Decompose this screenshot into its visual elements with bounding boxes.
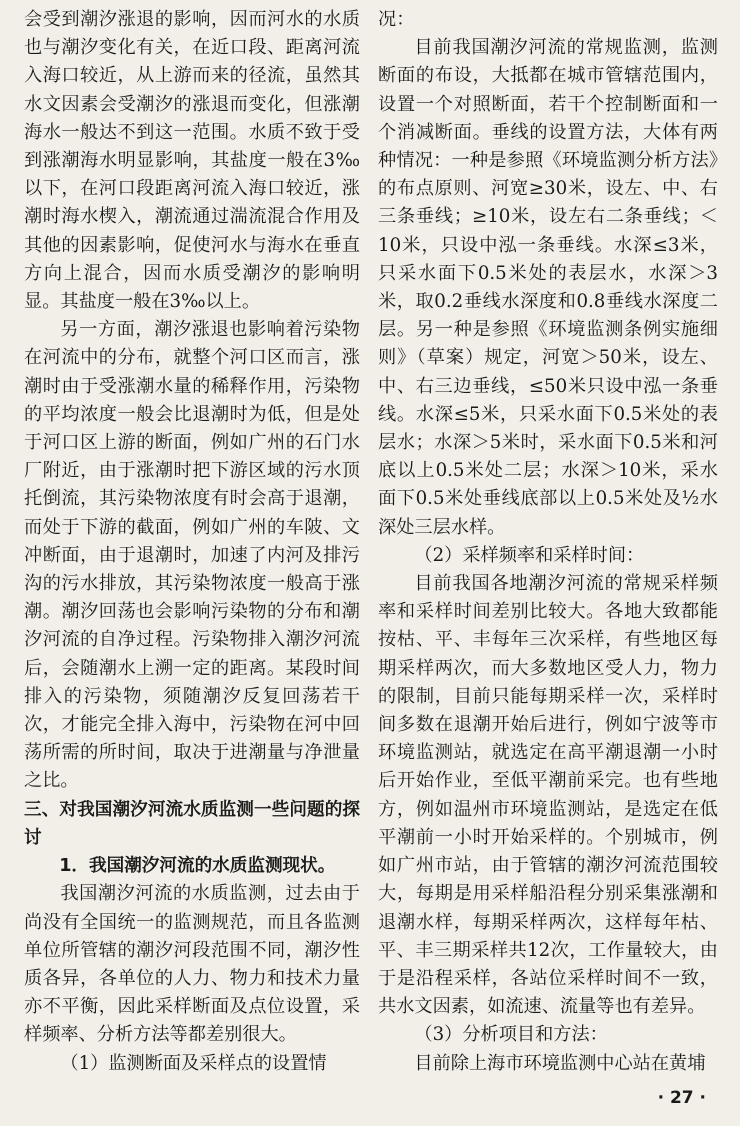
section-heading: 三、对我国潮汐河流水质监测一些问题的探讨 [24, 799, 360, 848]
paragraph-continuation: 况： [378, 9, 415, 30]
paragraph-sampling-frequency: 目前我国各地潮汐河流的常规采样频率和采样时间差别比较大。各地大致都能按枯、平、丰每年三次采样，有些地区每期采样两次，而大多数地区受人力，物力的限制，目前只能每期采样一次，采样时间多数在退潮开始后进行，例如宁波等市环境监测站，就选定在高平潮退潮一小时后开始作业，至低平潮前采完。也有些地方，例如温州市环境监测站，是选定在低平潮前一小时开始采样的。个别城市，例如广州市站，由于管辖的潮汐河流范围较大，每期是用采样船沿程分别采集涨潮和退潮水样，每期采样两次，这样每年枯、平、丰三期采样共12次，工作量较大，由于是沿程采样，各站位采样时间不一致，共水文因素，如流速、流量等也有差异。 [378, 573, 718, 1018]
page-number: · 27 · [657, 1088, 706, 1108]
paragraph-sampling-sections: 目前我国潮汐河流的常规监测，监测断面的布设，大抵都在城市管辖范围内，设置一个对照断面，若干个控制断面和一个消减断面。垂线的设置方法，大体有两种情况：一种是参照《环境监测分析方法》的布点原则、河宽≥30米，设左、中、右三条垂线；≥10米，设左右二条垂线；＜10米，只设中泓一条垂线。水深≤3米，只采水面下0.5米处的表层水，水深＞3米，取0.2垂线水深度和0.8垂线水深度二层。另一种是参照《环境监测条例实施细则》（草案）规定，河宽＞50米，设左、中、右三边垂线，≤50米只设中泓一条垂线。水深≤5米，只采水面下0.5米处的表层水；水深＞5米时，采水面下0.5米和河底以上0.5米处二层；水深＞10米，采水面下0.5米处垂线底部以上0.5米处及½水深处三层水样。 [378, 37, 718, 538]
subsection-heading-status: 1．我国潮汐河流的水质监测现状。 [59, 856, 336, 877]
paragraph-monitoring-status: 我国潮汐河流的水质监测，过去由于尚没有全国统一的监测规范，而且各监测单位所管辖的潮汐河段范围不同，潮汐性质各异，各单位的人力、物力和技术力量亦不平衡，因此采样断面及点位设置，采样频率、分析方法等都差别很大。 [24, 883, 360, 1046]
paragraph-pollutant-distribution: 另一方面，潮汐涨退也影响着污染物在河流中的分布，就整个河口区而言，涨潮时由于受涨潮水量的稀释作用，污染物的平均浓度一般会比退潮时为低，但是处于河口区上游的断面，例如广州的石门水厂附近，由于涨潮时把下游区域的污水顶托倒流，其污染物浓度有时会高于退潮，而处于下游的截面，例如广州的车陂、文冲断面，由于退潮时，加速了内河及排污沟的污水排放，其污染物浓度一般高于涨潮。潮汐回荡也会影响污染物的分布和潮汐河流的自净过程。污染物排入潮汐河流后，会随潮水上溯一定的距离。某段时间排入的污染物，须随潮汐反复回荡若干次，才能完全排入海中，污染物在河中回荡所需的所时间，取决于进潮量与净泄量之比。 [24, 319, 360, 792]
subheading-sampling-sites: （1）监测断面及采样点的设置情 [60, 1052, 327, 1074]
subheading-sampling-frequency: （2）采样频率和采样时间： [414, 544, 645, 566]
left-column [24, 6, 360, 1078]
paragraph-analysis-start: 目前除上海市环境监测中心站在黄埔 [414, 1052, 706, 1074]
right-column [378, 6, 718, 1078]
subheading-analysis-methods: （3）分析项目和方法： [414, 1024, 608, 1046]
paragraph-tidal-influence: 会受到潮汐涨退的影响，因而河水的水质也与潮汐变化有关，在近口段、距离河流入海口较近，从上游而来的径流，虽然其水文因素会受潮汐的涨退而变化，但涨潮海水一般达不到这一范围。水质不致于受到涨潮海水明显影响，其盐度一般在3‰以下，在河口段距离河流入海口较近，涨潮时海水楔入，潮流通过湍流混合作用及其他的因素影响，促使河水与海水在垂直方向上混合，因而水质受潮汐的影响明显。其盐度一般在3‰以上。 [24, 9, 360, 313]
